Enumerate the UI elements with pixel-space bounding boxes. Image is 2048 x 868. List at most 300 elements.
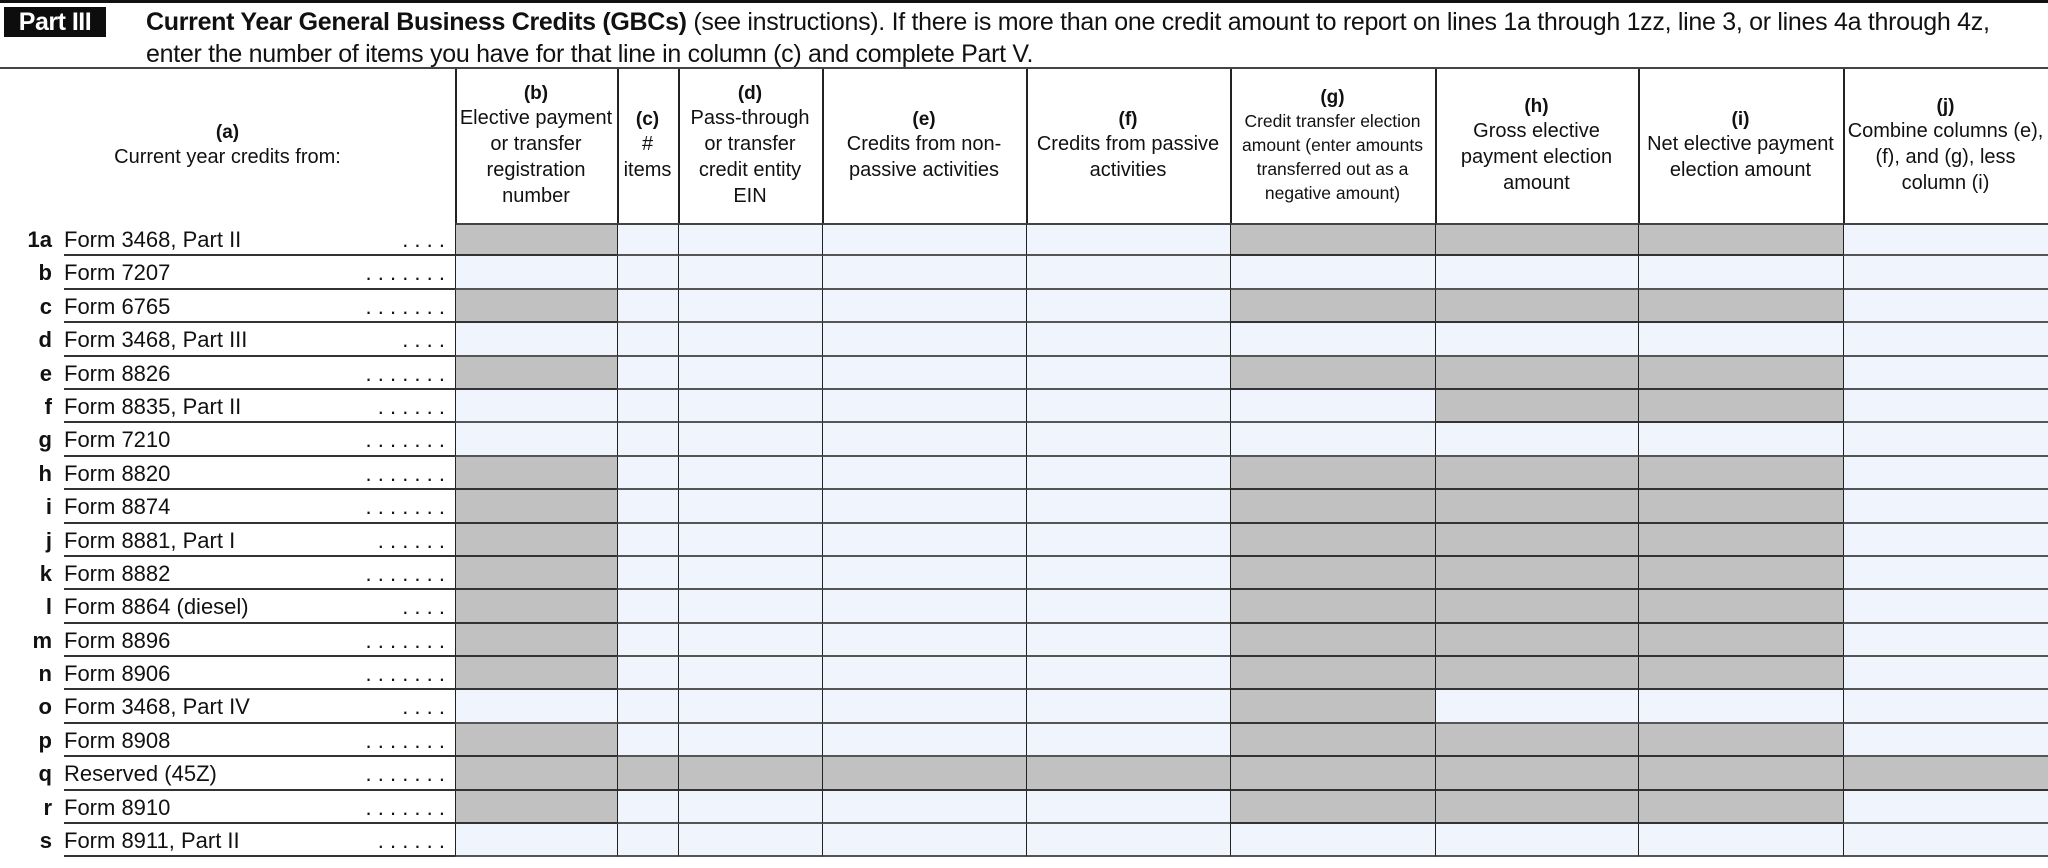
- line-label-text: Form 8820: [64, 460, 171, 486]
- input-cell-d[interactable]: [678, 357, 822, 390]
- shaded-cell-i: [1638, 791, 1843, 824]
- input-cell-d[interactable]: [678, 223, 822, 256]
- column-header-f: [1026, 69, 1230, 223]
- input-cell-f[interactable]: [1026, 590, 1230, 623]
- input-cell-d[interactable]: [678, 256, 822, 289]
- shaded-cell-g: [1230, 524, 1435, 557]
- input-cell-h[interactable]: [1435, 423, 1638, 456]
- shaded-cell-b: [455, 791, 617, 824]
- table-row: [0, 223, 2048, 256]
- leader-dots: . . . . . .: [377, 527, 445, 553]
- shaded-cell-i: [1638, 490, 1843, 523]
- line-label: [64, 624, 455, 657]
- input-cell-e[interactable]: [822, 524, 1026, 557]
- input-cell-d[interactable]: [678, 791, 822, 824]
- input-cell-d[interactable]: [678, 323, 822, 356]
- line-label: [64, 223, 455, 256]
- line-label-text: Form 3468, Part III: [64, 327, 248, 353]
- line-number: i: [45, 494, 52, 520]
- leader-dots: . . . . . . .: [365, 293, 445, 319]
- input-cell-e[interactable]: [822, 256, 1026, 289]
- input-cell-d[interactable]: [678, 490, 822, 523]
- line-number: d: [38, 327, 52, 353]
- input-cell-e[interactable]: [822, 690, 1026, 723]
- input-cell-e[interactable]: [822, 357, 1026, 390]
- column-header-h: [1435, 69, 1638, 223]
- leader-dots: . . . . . . .: [365, 727, 445, 753]
- table-row: [0, 323, 2048, 356]
- shaded-cell-i: [1638, 524, 1843, 557]
- line-label-text: Reserved (45Z): [64, 761, 217, 787]
- input-cell-c[interactable]: [617, 724, 678, 757]
- input-cell-g[interactable]: [1230, 256, 1435, 289]
- input-cell-c[interactable]: [617, 824, 678, 857]
- shaded-cell-f: [1026, 757, 1230, 790]
- column-code: (b): [523, 83, 549, 104]
- input-cell-c[interactable]: [617, 624, 678, 657]
- shaded-cell-i: [1638, 390, 1843, 423]
- column-code: (e): [912, 109, 936, 130]
- shaded-cell-g: [1230, 590, 1435, 623]
- shaded-cell-i: [1638, 624, 1843, 657]
- table-row: [0, 457, 2048, 490]
- input-cell-h[interactable]: [1435, 256, 1638, 289]
- line-label: [64, 490, 455, 523]
- line-label: [64, 590, 455, 623]
- column-header-b: [455, 69, 617, 223]
- table-row: [0, 490, 2048, 523]
- table-row: [0, 657, 2048, 690]
- shaded-cell-h: [1435, 791, 1638, 824]
- line-number: p: [38, 727, 52, 753]
- column-header-j: [1843, 69, 2048, 223]
- input-cell-e[interactable]: [822, 791, 1026, 824]
- shaded-cell-b: [455, 724, 617, 757]
- part-badge: Part III: [4, 7, 106, 37]
- leader-dots: . . . . . .: [377, 828, 445, 854]
- input-cell-j[interactable]: [1843, 557, 2048, 590]
- input-cell-c[interactable]: [617, 557, 678, 590]
- line-number: h: [38, 460, 52, 486]
- input-cell-d[interactable]: [678, 724, 822, 757]
- input-cell-d[interactable]: [678, 690, 822, 723]
- input-cell-d[interactable]: [678, 423, 822, 456]
- input-cell-f[interactable]: [1026, 490, 1230, 523]
- shaded-cell-j: [1843, 757, 2048, 790]
- shaded-cell-b: [455, 657, 617, 690]
- leader-dots: . . . . . . .: [365, 460, 445, 486]
- leader-dots: . . . . . . .: [365, 627, 445, 653]
- input-cell-f[interactable]: [1026, 690, 1230, 723]
- input-cell-d[interactable]: [678, 624, 822, 657]
- line-number: j: [45, 527, 52, 553]
- shaded-cell-b: [455, 757, 617, 790]
- input-cell-c[interactable]: [617, 256, 678, 289]
- input-cell-f[interactable]: [1026, 290, 1230, 323]
- line-label-text: Form 8908: [64, 727, 171, 753]
- input-cell-b[interactable]: [455, 690, 617, 723]
- table-row: [0, 423, 2048, 456]
- input-cell-j[interactable]: [1843, 290, 2048, 323]
- column-title: Net elective payment election amount: [1647, 133, 1834, 181]
- input-cell-f[interactable]: [1026, 223, 1230, 256]
- leader-dots: . . . .: [402, 694, 445, 720]
- shaded-cell-h: [1435, 557, 1638, 590]
- shaded-cell-i: [1638, 457, 1843, 490]
- input-cell-c[interactable]: [617, 524, 678, 557]
- leader-dots: . . . . . .: [377, 393, 445, 419]
- input-cell-c[interactable]: [617, 657, 678, 690]
- shaded-cell-g: [1230, 690, 1435, 723]
- input-cell-j[interactable]: [1843, 791, 2048, 824]
- input-cell-e[interactable]: [822, 590, 1026, 623]
- shaded-cell-g: [1230, 223, 1435, 256]
- input-cell-c[interactable]: [617, 357, 678, 390]
- leader-dots: . . . . . . .: [365, 661, 445, 687]
- line-number: f: [44, 393, 52, 419]
- shaded-cell-b: [455, 457, 617, 490]
- input-cell-c[interactable]: [617, 390, 678, 423]
- input-cell-i[interactable]: [1638, 423, 1843, 456]
- shaded-cell-h: [1435, 657, 1638, 690]
- column-divider: [822, 69, 824, 223]
- top-rule: [0, 0, 2048, 3]
- line-number: k: [39, 560, 52, 586]
- input-cell-f[interactable]: [1026, 791, 1230, 824]
- shaded-cell-g: [1230, 290, 1435, 323]
- input-cell-f[interactable]: [1026, 824, 1230, 857]
- input-cell-b[interactable]: [455, 423, 617, 456]
- line-number: 1a: [27, 227, 52, 252]
- input-cell-d[interactable]: [678, 390, 822, 423]
- shaded-cell-i: [1638, 290, 1843, 323]
- table-row: [0, 624, 2048, 657]
- column-divider: [1230, 69, 1232, 223]
- leader-dots: . . . .: [402, 594, 445, 620]
- input-cell-j[interactable]: [1843, 256, 2048, 289]
- input-cell-j[interactable]: [1843, 457, 2048, 490]
- input-cell-e[interactable]: [822, 323, 1026, 356]
- input-cell-d[interactable]: [678, 290, 822, 323]
- input-cell-e[interactable]: [822, 290, 1026, 323]
- table-row: [0, 290, 2048, 323]
- leader-dots: . . . . . . .: [365, 560, 445, 586]
- shaded-cell-b: [455, 290, 617, 323]
- input-cell-j[interactable]: [1843, 590, 2048, 623]
- line-label: [64, 757, 455, 790]
- leader-dots: . . . . . . .: [365, 761, 445, 787]
- shaded-cell-i: [1638, 357, 1843, 390]
- input-cell-d[interactable]: [678, 457, 822, 490]
- line-number: c: [39, 293, 52, 319]
- input-cell-e[interactable]: [822, 390, 1026, 423]
- input-cell-f[interactable]: [1026, 390, 1230, 423]
- line-label: [64, 557, 455, 590]
- column-divider: [617, 69, 619, 223]
- shaded-cell-g: [1230, 457, 1435, 490]
- input-cell-j[interactable]: [1843, 524, 2048, 557]
- line-label-text: Form 8910: [64, 794, 171, 820]
- line-label-text: Form 8874: [64, 494, 171, 520]
- input-cell-e[interactable]: [822, 557, 1026, 590]
- input-cell-i[interactable]: [1638, 824, 1843, 857]
- input-cell-f[interactable]: [1026, 457, 1230, 490]
- table-row: [0, 724, 2048, 757]
- part-instructions-text: (see instructions). If there is more than one credit amount to report on lines 1a through 1zz, line 3, or lines 4a through 4z, enter the number of items you have for that line in column (c) and complete Part V.: [146, 8, 1990, 68]
- input-cell-j[interactable]: [1843, 390, 2048, 423]
- shaded-cell-d: [678, 757, 822, 790]
- input-cell-f[interactable]: [1026, 323, 1230, 356]
- input-cell-g[interactable]: [1230, 824, 1435, 857]
- input-cell-f[interactable]: [1026, 624, 1230, 657]
- input-cell-b[interactable]: [455, 824, 617, 857]
- shaded-cell-h: [1435, 624, 1638, 657]
- shaded-cell-g: [1230, 490, 1435, 523]
- line-number: g: [38, 427, 52, 453]
- credits-table: [0, 67, 2048, 857]
- input-cell-f[interactable]: [1026, 357, 1230, 390]
- shaded-cell-g: [1230, 624, 1435, 657]
- input-cell-j[interactable]: [1843, 724, 2048, 757]
- input-cell-c[interactable]: [617, 323, 678, 356]
- shaded-cell-g: [1230, 357, 1435, 390]
- input-cell-j[interactable]: [1843, 490, 2048, 523]
- shaded-cell-b: [455, 624, 617, 657]
- shaded-cell-h: [1435, 457, 1638, 490]
- line-label: [64, 423, 455, 456]
- line-label-text: Form 7207: [64, 260, 171, 286]
- input-cell-c[interactable]: [617, 457, 678, 490]
- column-title: Current year credits from:: [114, 146, 341, 168]
- input-cell-c[interactable]: [617, 490, 678, 523]
- input-cell-f[interactable]: [1026, 423, 1230, 456]
- shaded-cell-b: [455, 524, 617, 557]
- column-title: Combine columns (e), (f), and (g), less column (i): [1847, 120, 2044, 194]
- table-row: [0, 557, 2048, 590]
- input-cell-h[interactable]: [1435, 824, 1638, 857]
- column-title: Pass-through or transfer credit entity EIN: [690, 107, 810, 207]
- line-label-text: Form 8826: [64, 360, 171, 386]
- column-divider: [1026, 69, 1028, 223]
- line-number: n: [38, 661, 52, 687]
- line-label-text: Form 8864 (diesel): [64, 594, 249, 620]
- line-number: l: [45, 594, 52, 620]
- shaded-cell-g: [1230, 757, 1435, 790]
- leader-dots: . . . . . . .: [365, 494, 445, 520]
- line-label: [64, 323, 455, 356]
- shaded-cell-e: [822, 757, 1026, 790]
- line-number: b: [38, 260, 52, 286]
- column-title: Credit transfer election amount (enter amounts transferred out as a negative amount): [1242, 111, 1423, 203]
- line-number: s: [39, 828, 52, 854]
- line-label-text: Form 8882: [64, 560, 171, 586]
- input-cell-f[interactable]: [1026, 657, 1230, 690]
- input-cell-j[interactable]: [1843, 357, 2048, 390]
- leader-dots: . . . . . . .: [365, 360, 445, 386]
- column-title: Credits from non-passive activities: [846, 133, 1002, 181]
- shaded-cell-g: [1230, 657, 1435, 690]
- input-cell-c[interactable]: [617, 590, 678, 623]
- input-cell-g[interactable]: [1230, 423, 1435, 456]
- input-cell-d[interactable]: [678, 824, 822, 857]
- line-label-text: Form 8896: [64, 627, 171, 653]
- input-cell-c[interactable]: [617, 690, 678, 723]
- column-divider: [1435, 69, 1437, 223]
- shaded-cell-h: [1435, 757, 1638, 790]
- input-cell-e[interactable]: [822, 457, 1026, 490]
- line-label-text: Form 7210: [64, 427, 171, 453]
- input-cell-j[interactable]: [1843, 223, 2048, 256]
- shaded-cell-b: [455, 357, 617, 390]
- shaded-cell-h: [1435, 590, 1638, 623]
- input-cell-f[interactable]: [1026, 557, 1230, 590]
- column-divider: [455, 69, 457, 223]
- line-label: [64, 791, 455, 824]
- input-cell-c[interactable]: [617, 791, 678, 824]
- shaded-cell-g: [1230, 724, 1435, 757]
- input-cell-e[interactable]: [822, 490, 1026, 523]
- table-row: [0, 824, 2048, 857]
- column-title: Credits from passive activities: [1036, 133, 1220, 181]
- column-header-i: [1638, 69, 1843, 223]
- line-label: [64, 256, 455, 289]
- column-divider: [1843, 69, 1845, 223]
- input-cell-d[interactable]: [678, 524, 822, 557]
- input-cell-e[interactable]: [822, 223, 1026, 256]
- input-cell-g[interactable]: [1230, 390, 1435, 423]
- line-label-text: Form 3468, Part IV: [64, 694, 250, 720]
- shaded-cell-c: [617, 757, 678, 790]
- shaded-cell-h: [1435, 223, 1638, 256]
- part-header: [0, 4, 2048, 68]
- shaded-cell-i: [1638, 590, 1843, 623]
- part-title: Current Year General Business Credits (GBCs): [146, 8, 687, 36]
- input-cell-j[interactable]: [1843, 824, 2048, 857]
- line-label-text: Form 3468, Part II: [64, 227, 242, 252]
- input-cell-e[interactable]: [822, 724, 1026, 757]
- line-number: m: [32, 627, 52, 653]
- input-cell-f[interactable]: [1026, 256, 1230, 289]
- shaded-cell-h: [1435, 524, 1638, 557]
- input-cell-e[interactable]: [822, 624, 1026, 657]
- input-cell-j[interactable]: [1843, 690, 2048, 723]
- table-row: [0, 590, 2048, 623]
- input-cell-b[interactable]: [455, 256, 617, 289]
- input-cell-c[interactable]: [617, 290, 678, 323]
- table-row: [0, 256, 2048, 289]
- input-cell-d[interactable]: [678, 557, 822, 590]
- input-cell-d[interactable]: [678, 657, 822, 690]
- line-label: [64, 390, 455, 423]
- column-code: (c): [635, 109, 660, 130]
- line-number: q: [38, 761, 52, 787]
- input-cell-c[interactable]: [617, 423, 678, 456]
- line-label: [64, 457, 455, 490]
- line-label: [64, 290, 455, 323]
- input-cell-e[interactable]: [822, 657, 1026, 690]
- column-divider: [678, 69, 680, 223]
- shaded-cell-h: [1435, 290, 1638, 323]
- line-number: o: [38, 694, 52, 720]
- line-label-text: Form 8835, Part II: [64, 393, 242, 419]
- input-cell-f[interactable]: [1026, 524, 1230, 557]
- input-cell-i[interactable]: [1638, 323, 1843, 356]
- shaded-cell-i: [1638, 757, 1843, 790]
- input-cell-j[interactable]: [1843, 624, 2048, 657]
- input-cell-g[interactable]: [1230, 323, 1435, 356]
- shaded-cell-h: [1435, 390, 1638, 423]
- shaded-cell-b: [455, 223, 617, 256]
- shaded-cell-i: [1638, 223, 1843, 256]
- column-code: (g): [1320, 87, 1345, 108]
- shaded-cell-h: [1435, 724, 1638, 757]
- table-row: [0, 690, 2048, 723]
- shaded-cell-b: [455, 490, 617, 523]
- shaded-cell-b: [455, 557, 617, 590]
- input-cell-c[interactable]: [617, 223, 678, 256]
- column-code: (a): [215, 122, 240, 143]
- leader-dots: . . . . . . .: [365, 260, 445, 286]
- column-code: (h): [1524, 96, 1549, 117]
- line-label-text: Form 8881, Part I: [64, 527, 236, 553]
- column-code: (d): [737, 83, 763, 104]
- input-cell-b[interactable]: [455, 390, 617, 423]
- table-row: [0, 524, 2048, 557]
- column-header-g: [1230, 69, 1435, 223]
- table-row: [0, 757, 2048, 790]
- leader-dots: . . . . . . .: [365, 427, 445, 453]
- input-cell-j[interactable]: [1843, 657, 2048, 690]
- shaded-cell-g: [1230, 791, 1435, 824]
- input-cell-j[interactable]: [1843, 423, 2048, 456]
- input-cell-i[interactable]: [1638, 690, 1843, 723]
- column-divider: [1638, 69, 1640, 223]
- column-header-a: [0, 69, 455, 223]
- shaded-cell-i: [1638, 557, 1843, 590]
- line-number: e: [39, 360, 52, 386]
- shaded-cell-b: [455, 590, 617, 623]
- column-header-e: [822, 69, 1026, 223]
- line-label-text: Form 8906: [64, 661, 171, 687]
- input-cell-h[interactable]: [1435, 323, 1638, 356]
- input-cell-i[interactable]: [1638, 256, 1843, 289]
- shaded-cell-h: [1435, 357, 1638, 390]
- line-label: [64, 357, 455, 390]
- input-cell-h[interactable]: [1435, 690, 1638, 723]
- column-headers: [0, 69, 2048, 223]
- line-label: [64, 657, 455, 690]
- input-cell-e[interactable]: [822, 423, 1026, 456]
- input-cell-b[interactable]: [455, 323, 617, 356]
- leader-dots: . . . .: [402, 327, 445, 353]
- line-number: r: [43, 794, 52, 820]
- shaded-cell-g: [1230, 557, 1435, 590]
- column-header-c: [617, 69, 678, 223]
- input-cell-e[interactable]: [822, 824, 1026, 857]
- line-label-text: Form 8911, Part II: [64, 828, 240, 854]
- input-cell-j[interactable]: [1843, 323, 2048, 356]
- input-cell-f[interactable]: [1026, 724, 1230, 757]
- leader-dots: . . . .: [402, 227, 445, 252]
- column-code: (f): [1118, 109, 1138, 130]
- line-label-text: Form 6765: [64, 293, 171, 319]
- input-cell-d[interactable]: [678, 590, 822, 623]
- part-instructions: [146, 6, 2046, 70]
- column-code: (i): [1731, 109, 1750, 130]
- table-row: [0, 390, 2048, 423]
- shaded-cell-h: [1435, 490, 1638, 523]
- line-label: [64, 724, 455, 757]
